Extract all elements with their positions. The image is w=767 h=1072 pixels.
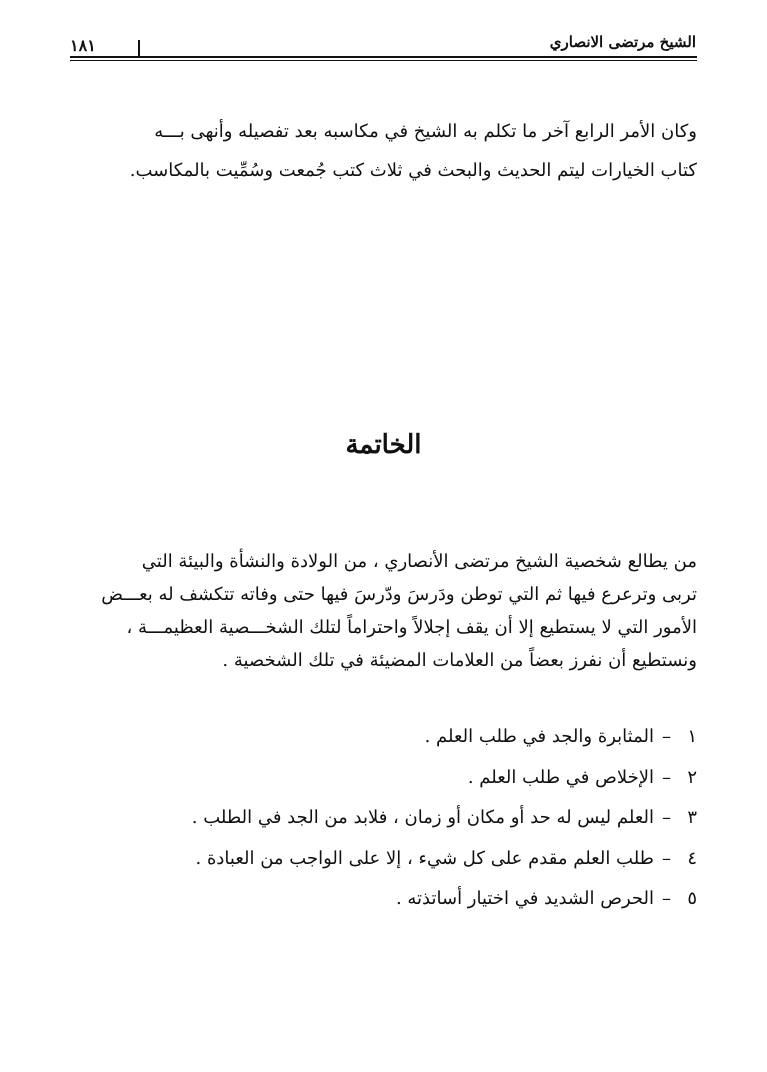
section-title: الخاتمة: [345, 430, 422, 460]
intro-paragraph: [70, 112, 697, 190]
list-item: [70, 758, 697, 799]
header-tick: [138, 40, 140, 57]
list-item-number: ٥: [687, 888, 697, 909]
conclusion-paragraph: [70, 545, 697, 677]
header-rule-thin: [70, 60, 697, 61]
header-rule: [70, 56, 697, 58]
conclusion-line: من يطالع شخصية الشيخ مرتضى الأنصاري ، من الولادة والنشأة والبيئة التي: [141, 551, 697, 572]
list-item-text: المثابرة والجد في طلب العلم .: [424, 726, 654, 747]
list-item-number: ٢: [687, 766, 697, 788]
conclusion-line: تربى وترعرع فيها ثم التي توطن ودَرسَ ودّرسَ فيها حتى وفاته تتكشف له بعـــض: [101, 584, 697, 605]
list-item-text: العلم ليس له حد أو مكان أو زمان ، فلابد من الجد في الطلب .: [191, 807, 654, 828]
conclusion-line: الأمور التي لا يستطيع إلا أن يقف إجلالاً واحتراماً لتلك الشخـــصية العظيمـــة ،: [126, 617, 697, 638]
list-item-text: الحرص الشديد في اختيار أساتذته .: [395, 888, 654, 909]
list-dash: –: [662, 847, 671, 869]
list-dash: –: [662, 888, 671, 909]
intro-line: وكان الأمر الرابع آخر ما تكلم به الشيخ في مكاسبه بعد تفصيله وأنهى بـــه: [154, 121, 697, 142]
list-item-number: ٣: [687, 807, 697, 828]
list-item-text: طلب العلم مقدم على كل شيء ، إلا على الواجب من العبادة .: [195, 847, 654, 869]
list-item: [70, 798, 697, 839]
list-dash: –: [662, 726, 671, 747]
page-number: ١٨١: [70, 36, 96, 55]
list-dash: –: [662, 807, 671, 828]
conclusion-line: ونستطيع أن نفرز بعضاً من العلامات المضيئة في تلك الشخصية .: [222, 650, 697, 671]
list-item-text: الإخلاص في طلب العلم .: [467, 766, 654, 788]
list-item: [70, 717, 697, 758]
list-item: [70, 879, 697, 920]
list-item-number: ٤: [687, 847, 697, 869]
intro-line: كتاب الخيارات ليتم الحديث والبحث في ثلاث كتب جُمعت وسُمِّيت بالمكاسب.: [129, 160, 697, 181]
running-header-title: الشيخ مرتضى الانصاري: [549, 33, 696, 51]
traits-list: [70, 717, 697, 920]
list-dash: –: [662, 766, 671, 788]
list-item: [70, 839, 697, 880]
list-item-number: ١: [687, 726, 697, 747]
